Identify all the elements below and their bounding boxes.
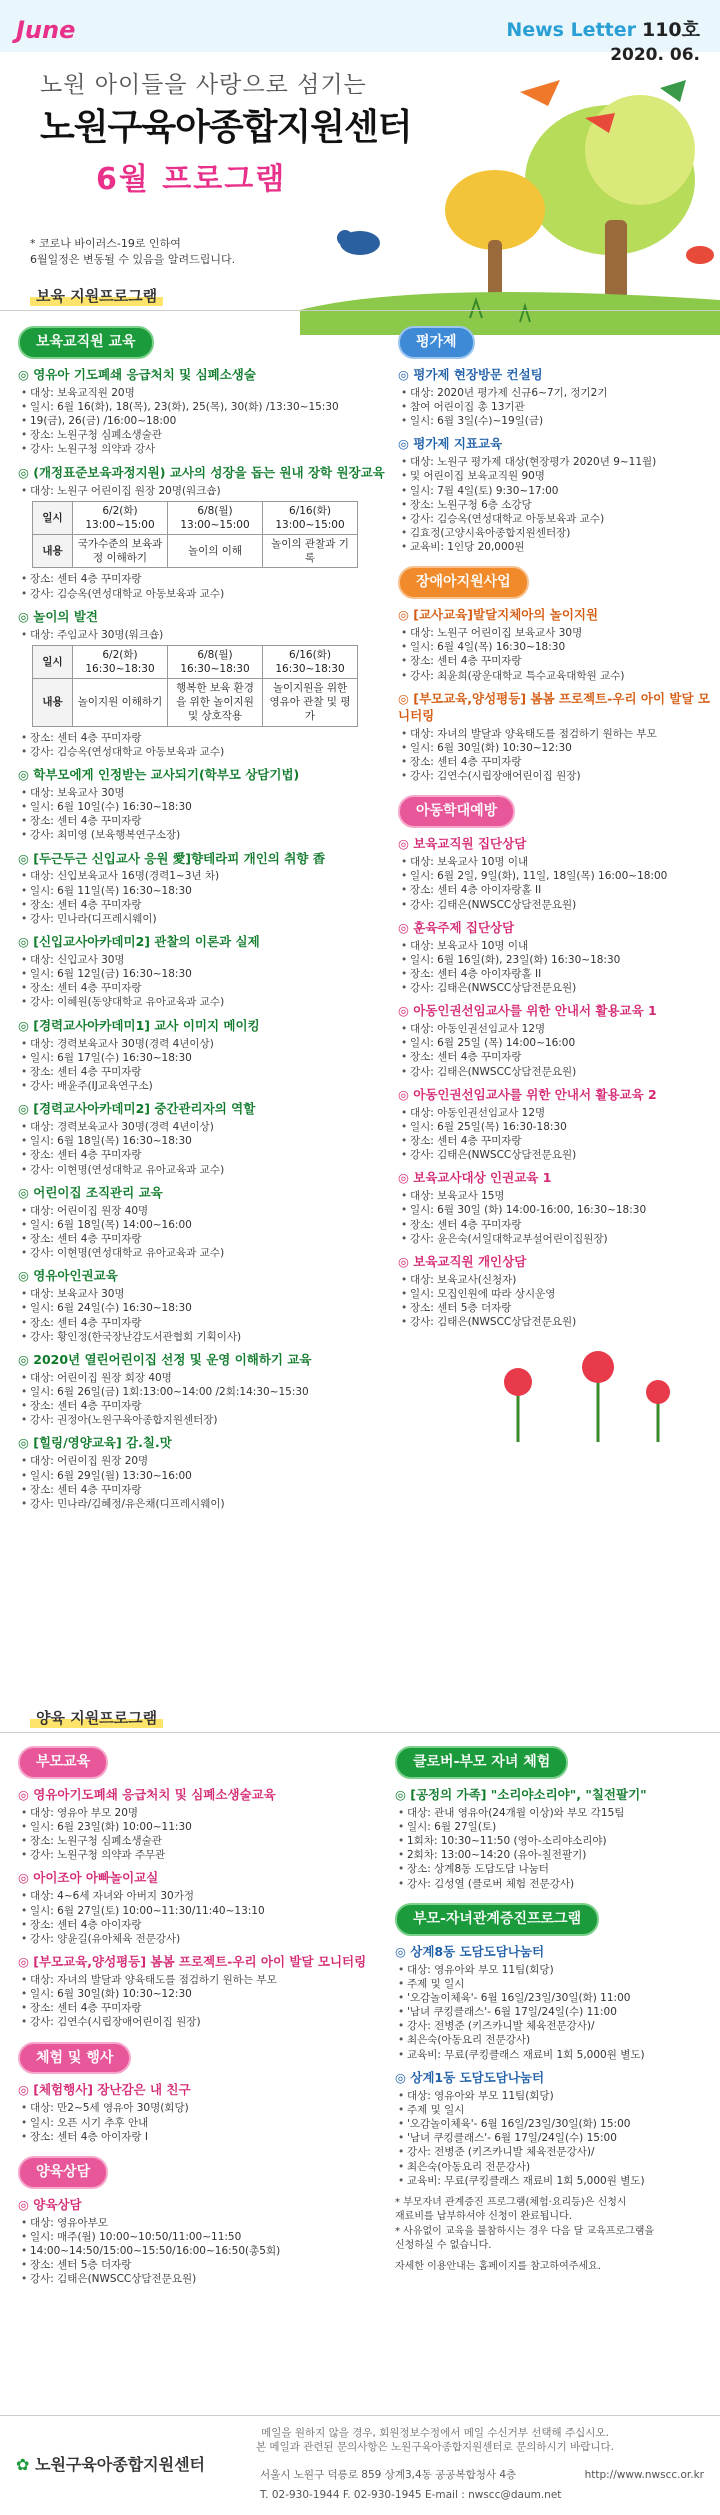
detail-line: • 일시: 오픈 시기 추후 안내 [30, 2116, 380, 2130]
detail-line: • 일시: 6월 25일 (목) 14:00~16:00 [410, 1036, 710, 1050]
program-title: ◎ 평가제 지표교육 [398, 436, 503, 452]
detail-line: • 장소: 센터 4층 꾸미자랑 [410, 654, 710, 668]
detail-line: • 대상: 영유아와 부모 11팀(회당) [407, 1963, 710, 1977]
detail-line: • 일시: 6월 10일(수) 16:30~18:30 [30, 800, 388, 814]
detail-line: • 강사: 김연수(시립장애어린이집 원장) [30, 2015, 380, 2029]
program-title: ◎ [체험행사] 장난감은 내 친구 [18, 2082, 191, 2098]
brand-logo: June [16, 16, 76, 44]
detail-line: • 교육비: 1인당 20,000원 [410, 540, 710, 554]
program-title: ◎ [신입교사아카데미2] 관찰의 이론과 실제 [18, 934, 260, 950]
program-title: ◎ 보육교직원 집단상담 [398, 836, 527, 852]
detail-line: • 일시: 매주(월) 10:00~10:50/11:00~11:50 [30, 2230, 380, 2244]
detail-line: • 강사: 배윤주(IJ교육연구소) [30, 1079, 388, 1093]
detail-line: • 대상: 영유아와 부모 11팀(회당) [407, 2089, 710, 2103]
program-list [398, 607, 710, 783]
program-item [18, 2197, 380, 2287]
detail-line: • 대상: 만2~5세 영유아 30명(회당) [30, 2101, 380, 2115]
detail-line: • 대상: 주임교사 30명(워크숍) [30, 628, 388, 642]
detail-line: • 주제 및 일시 [407, 1977, 710, 1991]
program-title: ◎ 학부모에게 인정받는 교사되기(학부모 상담기법) [18, 766, 300, 782]
detail-list [18, 1371, 388, 1428]
detail-line: • 대상: 보육교사(신청자) [410, 1273, 710, 1287]
detail-list [398, 386, 710, 429]
detail-list [18, 1287, 388, 1344]
detail-line: • 강사: 노원구청 의약과 주무관 [30, 1848, 380, 1862]
detail-line: • 일시: 6월 30일 (화) 14:00-16:00, 16:30~18:30 [410, 1203, 710, 1217]
program-title: ◎ 영유아 기도폐쇄 응급처치 및 심폐소생술 [18, 366, 256, 382]
detail-line: • 일시: 6월 4일(목) 16:30~18:30 [410, 640, 710, 654]
program-title: ◎ [공정의 가족] "소리야소리야", "칠전팔기" [395, 1786, 647, 1802]
program-title: ◎ 영유아기도폐쇄 응급처치 및 심폐소생술교육 [18, 1786, 276, 1802]
detail-line: • 장소: 센터 4층 아이자랑홀 II [410, 967, 710, 981]
detail-line: • 대상: 보육교사 10명 이내 [410, 939, 710, 953]
detail-line: • 대상: 경력보육교사 30명(경력 4년이상) [30, 1037, 388, 1051]
newsletter-label: News Letter [506, 19, 636, 41]
program-item [395, 2070, 710, 2188]
detail-line: • 대상: 자녀의 발달과 양육태도를 점검하기 원하는 부모 [410, 727, 710, 741]
pill-relationship: 부모-자녀관계증진프로그램 [395, 1903, 599, 1936]
detail-list [398, 1106, 710, 1163]
staff-right-column [398, 322, 710, 1456]
detail-line: • 일시: 6월 25일(목) 16:30-18:30 [410, 1120, 710, 1134]
program-list [18, 1787, 380, 2030]
detail-line: • 주제 및 일시 [407, 2103, 710, 2117]
detail-line: • 일시: 6월 12일(금) 16:30~18:30 [30, 967, 388, 981]
footer [0, 2415, 720, 2515]
parent-notes: * 부모자녀 관계증진 프로그램(체험·요리등)은 신청시 재료비를 납부하셔야 신청이 완료됩니다. * 사유없이 교육을 불참하시는 경우 다음 달 교육프로그램을 신청하실 수 없습니다. 자세한 이용안내는 홈페이지를 참고하여주세요. [395, 2196, 655, 2272]
detail-line: • 강사: 민나라(디프레시웨이) [30, 912, 388, 926]
section-staff-header [0, 280, 720, 314]
detail-line: • 장소: 노원구청 6층 소강당 [410, 498, 710, 512]
program-item [398, 367, 710, 428]
program-title: ◎ 놀이의 발견 [18, 608, 98, 624]
detail-list [398, 939, 710, 996]
program-item [398, 1170, 710, 1246]
detail-line: • 강사: 김태은(NWSCC상담전문요원) [410, 898, 710, 912]
program-title: ◎ 보육교사대상 인권교육 1 [398, 1170, 552, 1186]
flower-illustration [398, 1342, 710, 1452]
program-title: ◎ 상계8동 도담도담나눔터 [395, 1943, 545, 1959]
program-item [18, 1954, 380, 2030]
detail-list [18, 1120, 388, 1177]
detail-list [18, 572, 388, 600]
detail-line: • 참여 어린이집 총 13기관 [410, 400, 710, 414]
detail-line: • 강사: 이현명(연성대학교 유아교육과 교수) [30, 1246, 388, 1260]
detail-line: • 장소: 센터 5층 더자랑 [410, 1301, 710, 1315]
schedule-table-2: 일시 6/2(화) 16:30~18:30 6/8(월) 16:30~18:30 6/16(화) 16:30~18:30 내용 놀이지원 이해하기 행복한 보육 환경을 위한 놀이지원 및 상호작용 놀이지원을 위한 영유아 관찰 및 평가 [32, 645, 358, 727]
schedule-table-1: 일시 6/2(화) 13:00~15:00 6/8(월) 13:00~15:00 6/16(화) 13:00~15:00 내용 국가수준의 보육과정 이해하기 놀이의 이해 놀이의 관찰과 기록 [32, 501, 358, 569]
detail-line: • 김효정(고양시육아종합지원센터장) [410, 526, 710, 540]
detail-list [18, 1454, 388, 1511]
detail-line: • 대상: 보육교사 30명 [30, 786, 388, 800]
detail-line: • 대상: 어린이집 원장 회장 40명 [30, 1371, 388, 1385]
program-item [395, 1944, 710, 2062]
issue-date: 2020. 06. [610, 45, 700, 65]
program-title: ◎ 아동인권선임교사를 위한 안내서 활용교육 1 [398, 1003, 657, 1019]
program-item [18, 465, 388, 601]
program-item [398, 1003, 710, 1079]
detail-line: • 장소: 센터 4층 꾸미자랑 [30, 1399, 388, 1413]
detail-line: • 강사: 김태은(NWSCC상담전문요원) [410, 1148, 710, 1162]
program-list [18, 767, 388, 1511]
detail-line: • 강사: 노원구청 의약과 강사 [30, 442, 388, 456]
detail-line: • 강사: 김태은(NWSCC상담전문요원) [410, 1315, 710, 1329]
program-item [18, 2082, 380, 2143]
detail-line: • 대상: 아동인권선임교사 12명 [410, 1022, 710, 1036]
detail-line: • '남녀 쿠킹클래스'- 6월 17일/24일(수) 15:00 [407, 2131, 710, 2145]
section-parent-title: 양육 지원프로그램 [30, 1708, 163, 1728]
detail-line: • 강사: 민나라/김혜정/유은채(디프레시웨이) [30, 1497, 388, 1511]
pill-events: 체험 및 행사 [18, 2042, 131, 2075]
detail-line: • 장소: 센터 4층 아이자랑 I [30, 2130, 380, 2144]
detail-line: • 강사: 김태은(NWSCC상담전문요원) [30, 2272, 380, 2286]
program-list [18, 2197, 380, 2287]
program-item [18, 851, 388, 927]
detail-line: • 대상: 영유아부모 [30, 2216, 380, 2230]
program-item [18, 1018, 388, 1094]
detail-list [18, 1204, 388, 1261]
program-item [395, 1787, 710, 1891]
program-item [18, 367, 388, 457]
covid-notice: * 코로나 바이러스-19로 인하여 6월일정은 변동될 수 있음을 알려드립니다. [30, 237, 236, 266]
detail-line: • 대상: 어린이집 원장 20명 [30, 1454, 388, 1468]
detail-list [18, 484, 388, 498]
detail-line: • 강사: 김연수(시립장애어린이집 원장) [410, 769, 710, 783]
detail-list [398, 855, 710, 912]
detail-line: • 일시: 6월 30일(화) 10:30~12:30 [30, 1987, 380, 2001]
program-title: ◎ [교사교육]발달지체아의 놀이지원 [398, 607, 599, 623]
detail-list [18, 953, 388, 1010]
detail-line: • 강사: 김태은(NWSCC상담전문요원) [410, 1065, 710, 1079]
program-title: ◎ [부모교육,양성평등] 봄봄 프로젝트-우리 아이 발달 모니터링 [398, 690, 710, 723]
detail-list [18, 1806, 380, 1863]
detail-list [395, 2089, 710, 2188]
program-list [395, 1944, 710, 2188]
footer-url[interactable]: http://www.nwscc.or.kr [584, 2469, 704, 2481]
detail-line: • 장소: 센터 4층 꾸미자랑 [30, 572, 388, 586]
program-item [398, 1254, 710, 1330]
detail-list [18, 386, 388, 457]
detail-line: • 강사: 김성열 (클로버 체험 전문강사) [407, 1877, 710, 1891]
footer-address: 서울시 노원구 덕릉로 859 상계3,4동 공공복합청사 4층 [260, 2469, 517, 2481]
program-item [398, 436, 710, 554]
program-item [18, 1101, 388, 1177]
detail-line: • '오감놀이체육'- 6월 16일/23일/30일(화) 15:00 [407, 2117, 710, 2131]
detail-line: • 대상: 노원구 어린이집 보육교사 30명 [410, 626, 710, 640]
program-item [18, 1787, 380, 1863]
detail-line: • 최은숙(아동요리 전문강사) [407, 2160, 710, 2174]
pill-counseling: 양육상담 [18, 2156, 108, 2189]
detail-list [18, 786, 388, 843]
detail-line: • 일시: 6월 26일(금) 1회:13:00~14:00 /2회:14:30~15:30 [30, 1385, 388, 1399]
detail-line: • 일시: 6월 27일(토) [407, 1820, 710, 1834]
detail-line: • 일시: 6월 23일(화) 10:00~11:30 [30, 1820, 380, 1834]
detail-line: • 장소: 센터 4층 아이자랑홀 II [410, 883, 710, 897]
section-parent-header [0, 1702, 720, 1736]
program-item [18, 1268, 388, 1344]
program-item [398, 691, 710, 783]
program-list [395, 1787, 710, 1891]
detail-line: • 대상: 경력보육교사 30명(경력 4년이상) [30, 1120, 388, 1134]
detail-line: • 장소: 센터 4층 꾸미자랑 [30, 1232, 388, 1246]
pill-clover: 클로버-부모 자녀 체험 [395, 1746, 568, 1779]
detail-line: • 강사: 이현명(연성대학교 유아교육과 교수) [30, 1163, 388, 1177]
program-title: ◎ 영유아인권교육 [18, 1268, 118, 1284]
staff-left-column [18, 322, 388, 1519]
detail-line: • 대상: 신입보육교사 16명(경력1~3년 차) [30, 869, 388, 883]
detail-line: • 교육비: 무료(쿠킹클래스 재료비 1회 5,000원 별도) [407, 2048, 710, 2062]
detail-line: • 일시: 6월 2일, 9일(화), 11일, 18일(목) 16:00~18:00 [410, 869, 710, 883]
detail-line: • 대상: 어린이집 원장 40명 [30, 1204, 388, 1218]
detail-line: • 일시: 6월 30일(화) 10:30~12:30 [410, 741, 710, 755]
detail-list [398, 1189, 710, 1246]
detail-line: • 강사: 김승옥(연성대학교 아동보육과 교수) [410, 512, 710, 526]
detail-line: • 강사: 이혜원(동양대학교 유아교육과 교수) [30, 995, 388, 1009]
detail-line: • 강사: 권정아(노원구육아종합지원센터장) [30, 1413, 388, 1427]
detail-list [18, 628, 388, 642]
detail-line: • 장소: 센터 4층 꾸미자랑 [30, 2001, 380, 2015]
program-title: ◎ [경력교사아카데미1] 교사 이미지 메이킹 [18, 1017, 260, 1033]
detail-line: • 장소: 센터 5층 더자랑 [30, 2258, 380, 2272]
detail-line: • 대상: 4~6세 자녀와 아버지 30가정 [30, 1889, 380, 1903]
program-item [18, 1352, 388, 1428]
program-item [18, 1870, 380, 1946]
month-title: 6월 프로그램 [96, 162, 287, 197]
detail-list [398, 1022, 710, 1079]
detail-line: • 일시: 6월 17일(수) 16:30~18:30 [30, 1051, 388, 1065]
detail-line: • 및 어린이집 보육교직원 90명 [410, 469, 710, 483]
detail-line: • 일시: 6월 16일(화), 23일(화) 16:30~18:30 [410, 953, 710, 967]
center-title: 노원구육아종합지원센터 [40, 107, 412, 148]
detail-list [18, 731, 388, 759]
program-item [398, 1087, 710, 1163]
detail-line: • 장소: 센터 4층 꾸미자랑 [30, 1316, 388, 1330]
detail-line: • 일시: 6월 18일(목) 16:30~18:30 [30, 1134, 388, 1148]
section-staff-title: 보육 지원프로그램 [30, 286, 163, 306]
detail-line: • 대상: 자녀의 발달과 양육태도를 점검하기 원하는 부모 [30, 1973, 380, 1987]
detail-line: • 대상: 보육교직원 20명 [30, 386, 388, 400]
detail-line: • 대상: 노원구 평가제 대상(현장평가 2020년 9~11월) [410, 455, 710, 469]
program-item [398, 607, 710, 683]
detail-list [18, 2216, 380, 2287]
detail-list [398, 626, 710, 683]
parent-right-column [395, 1742, 710, 2274]
program-title: ◎ [경력교사아카데미2] 중간관리자의 역할 [18, 1101, 256, 1117]
detail-line: • 장소: 센터 4층 꾸미자랑 [30, 731, 388, 745]
footer-contact: T. 02-930-1944 F. 02-930-1945 E-mail : nwscc@daum.net [260, 2489, 562, 2501]
detail-line: • 대상: 2020년 평가제 신규6~7기, 정기2기 [410, 386, 710, 400]
detail-list [398, 727, 710, 784]
pill-staff-education: 보육교직원 교육 [18, 326, 154, 359]
detail-line: • 장소: 상계8동 도담도담 나눔터 [407, 1862, 710, 1876]
detail-line: • 일시: 6월 11일(목) 16:30~18:30 [30, 884, 388, 898]
detail-list [18, 1037, 388, 1094]
program-title: ◎ [힐링/영양교육] 감.칠.맛 [18, 1435, 172, 1451]
detail-line: • 일시: 6월 18일(목) 14:00~16:00 [30, 1218, 388, 1232]
detail-line: • 일시: 7월 4일(토) 9:30~17:00 [410, 484, 710, 498]
detail-line: • 대상: 노원구 어린이집 원장 20명(워크숍) [30, 484, 388, 498]
program-title: ◎ 아이조아 아빠놀이교실 [18, 1870, 159, 1886]
program-title: ◎ 훈육주제 집단상담 [398, 919, 515, 935]
footer-logo: ✿ 노원구육아종합지원센터 [16, 2455, 206, 2474]
detail-line: • 강사: 전병준 (키즈카니발 체육전문강사)/ [407, 2145, 710, 2159]
detail-list [18, 2101, 380, 2144]
detail-line: • 교육비: 무료(쿠킹클래스 재료비 1회 5,000원 별도) [407, 2174, 710, 2188]
detail-line: • 일시: 6월 3일(수)~19일(금) [410, 414, 710, 428]
detail-line: • 일시: 6월 24일(수) 16:30~18:30 [30, 1301, 388, 1315]
program-title: ◎ 상계1동 도담도담나눔터 [395, 2069, 545, 2085]
program-item [398, 920, 710, 996]
detail-line: • 장소: 센터 4층 꾸미자랑 [30, 814, 388, 828]
detail-line: • 강사: 최윤희(광운대학교 특수교육대학원 교수) [410, 669, 710, 683]
detail-line: • 강사: 김승옥(연성대학교 아동보육과 교수) [30, 745, 388, 759]
detail-line: • 장소: 센터 4층 꾸미자랑 [410, 1050, 710, 1064]
detail-line: • 장소: 센터 4층 꾸미자랑 [410, 1134, 710, 1148]
detail-line: • 장소: 노원구청 심폐소생술관 [30, 428, 388, 442]
logo-icon: ✿ [16, 2455, 30, 2474]
detail-line: • 대상: 영유아 부모 20명 [30, 1806, 380, 1820]
detail-line: • 2회차: 13:00~14:20 (유아-칠전팔기) [407, 1848, 710, 1862]
detail-line: • 장소: 센터 4층 꾸미자랑 [30, 981, 388, 995]
program-list [18, 2082, 380, 2143]
detail-line: • 장소: 센터 4층 꾸미자랑 [30, 1065, 388, 1079]
program-item [18, 609, 388, 759]
detail-line: • 대상: 보육교사 15명 [410, 1189, 710, 1203]
detail-line: • 일시: 모집인원에 따라 상시운영 [410, 1287, 710, 1301]
pill-abuse-prevention: 아동학대예방 [398, 795, 515, 828]
detail-line: • 대상: 관내 영유아(24개월 이상)와 부모 각15팀 [407, 1806, 710, 1820]
detail-line: • 강사: 전병준 (키즈카니발 체육전문강사)/ [407, 2019, 710, 2033]
program-title: ◎ 아동인권선임교사를 위한 안내서 활용교육 2 [398, 1086, 657, 1102]
detail-line: • 14:00~14:50/15:00~15:50/16:00~16:50(총5회) [30, 2244, 380, 2258]
program-list [398, 367, 710, 554]
detail-line: • '오감놀이체육'- 6월 16일/23일/30일(화) 11:00 [407, 1991, 710, 2005]
detail-list [395, 1806, 710, 1891]
detail-line: • 강사: 황인정(한국장난감도서관협회 기획이사) [30, 1330, 388, 1344]
detail-line: • 강사: 양윤길(유아체육 전문강사) [30, 1932, 380, 1946]
detail-list [18, 1889, 380, 1946]
detail-line: • 일시: 6월 16(화), 18(목), 23(화), 25(목), 30(화) /13:30~15:30 [30, 400, 388, 414]
program-item [18, 1435, 388, 1511]
detail-line: • 1회차: 10:30~11:50 (영아-소리야소리야) [407, 1834, 710, 1848]
detail-list [398, 1273, 710, 1330]
detail-line: • 강사: 김승옥(연성대학교 아동보육과 교수) [30, 587, 388, 601]
program-item [18, 1185, 388, 1261]
program-title: ◎ 어린이집 조직관리 교육 [18, 1184, 163, 1200]
detail-line: • 장소: 센터 4층 꾸미자랑 [30, 1148, 388, 1162]
detail-line: • 19(금), 26(금) /16:00~18:00 [30, 414, 388, 428]
detail-line: • 최은숙(아동요리 전문강사) [407, 2033, 710, 2047]
detail-line: • 대상: 보육교사 10명 이내 [410, 855, 710, 869]
detail-list [395, 1963, 710, 2062]
issue-number: 110호 [641, 19, 700, 41]
program-item [398, 836, 710, 912]
pill-parent-education: 부모교육 [18, 1746, 108, 1779]
detail-line: • 장소: 센터 4층 꾸미자랑 [410, 755, 710, 769]
detail-line: • 강사: 김태은(NWSCC상담전문요원) [410, 981, 710, 995]
detail-line: • 대상: 신입교사 30명 [30, 953, 388, 967]
detail-line: • 장소: 센터 4층 꾸미자랑 [30, 1483, 388, 1497]
program-title: ◎ 보육교직원 개인상담 [398, 1253, 527, 1269]
detail-line: • 강사: 최미영 (보육행복연구소장) [30, 828, 388, 842]
detail-line: • 장소: 센터 4층 꾸미자랑 [30, 898, 388, 912]
pill-disability: 장애아지원사업 [398, 566, 529, 599]
program-title: ◎ 2020년 열린어린이집 선정 및 운영 이해하기 교육 [18, 1351, 312, 1367]
detail-line: • 장소: 센터 4층 꾸미자랑 [410, 1218, 710, 1232]
detail-line: • 일시: 6월 29일(월) 13:30~16:00 [30, 1469, 388, 1483]
program-item [18, 767, 388, 843]
detail-line: • '남녀 쿠킹클래스'- 6월 17일/24일(수) 11:00 [407, 2005, 710, 2019]
parent-left-column [18, 1742, 380, 2294]
detail-list [398, 455, 710, 554]
program-title: ◎ (개정표준보육과정지원) 교사의 성장을 돕는 원내 장학 원장교육 [18, 464, 385, 480]
detail-line: • 일시: 6월 27일(토) 10:00~11:30/11:40~13:10 [30, 1904, 380, 1918]
program-item [18, 934, 388, 1010]
program-title: ◎ [두근두근 신입교사 응원 愛]향테라피 개인의 취향 香 [18, 850, 326, 866]
detail-list [18, 869, 388, 926]
detail-line: • 장소: 센터 4층 아이자랑 [30, 1918, 380, 1932]
pill-evaluation: 평가제 [398, 326, 475, 359]
program-title: ◎ 평가제 현장방문 컨설팅 [398, 366, 543, 382]
program-title: ◎ [부모교육,양성평등] 봄봄 프로젝트-우리 아이 발달 모니터링 [18, 1954, 367, 1970]
detail-list [18, 1973, 380, 2030]
footer-message: 메일을 원하지 않을 경우, 회원정보수정에서 메일 수신거부 선택해 주십시오. 본 메일과 관련된 문의사항은 노원구육아종합지원센터로 문의하시기 바랍니다. [255, 2427, 615, 2454]
program-list [398, 836, 710, 1329]
slogan: 노원 아이들을 사랑으로 섬기는 [40, 72, 367, 98]
detail-line: • 강사: 윤은숙(서일대학교부설어린이집원장) [410, 1232, 710, 1246]
detail-line: • 장소: 노원구청 심폐소생술관 [30, 1834, 380, 1848]
program-title: ◎ 양육상담 [18, 2196, 82, 2212]
detail-line: • 대상: 보육교사 30명 [30, 1287, 388, 1301]
detail-line: • 대상: 아동인권선임교사 12명 [410, 1106, 710, 1120]
